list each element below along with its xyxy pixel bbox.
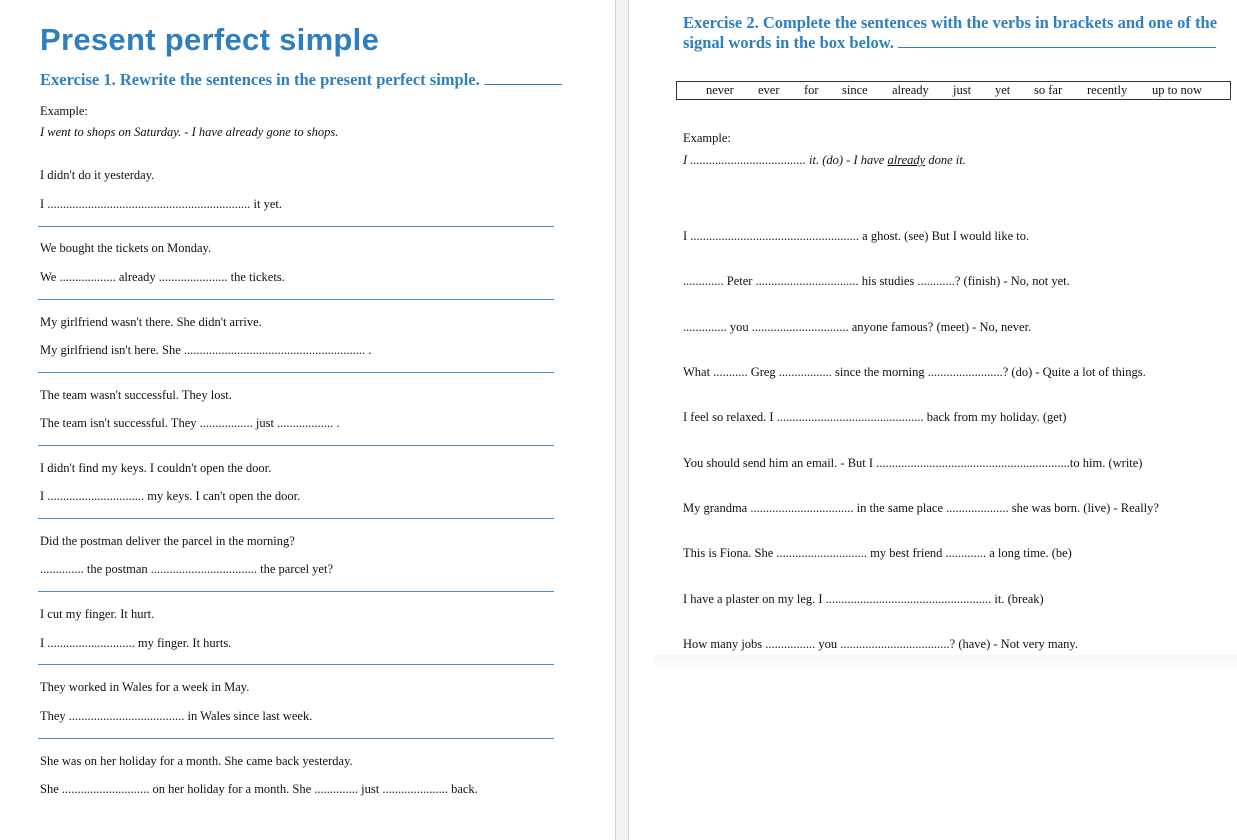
exercise-1-example-text: I went to shops on Saturday. - I have already gone to shops.	[40, 125, 339, 139]
exercise-2-item: What ........... Greg ................. since the morning ........................? (do) - Quite a lot of things.	[683, 365, 1146, 379]
exercise-1-heading-blank	[484, 71, 562, 85]
exercise-1-answer: The team isn't successful. They ................. just .................. .	[40, 416, 340, 430]
exercise-1-separator	[38, 445, 554, 446]
signal-word: for	[804, 83, 819, 97]
exercise-2-example-post: done it.	[925, 153, 966, 167]
exercise-1-answer: My girlfriend isn't here. She .......................................................... .	[40, 343, 372, 357]
exercise-2-item: My grandma ................................. in the same place .................... she was born. (live) - Really?	[683, 501, 1159, 515]
signal-words-box	[676, 81, 1231, 100]
exercise-2-example-pre: I ..................................... it. (do) - I have	[683, 153, 888, 167]
exercise-1-prompt: I didn't do it yesterday.	[40, 168, 155, 182]
exercise-1-separator	[38, 226, 554, 227]
exercise-1-example-label: Example:	[40, 104, 88, 118]
exercise-1-answer: .............. the postman .................................. the parcel yet?	[40, 562, 333, 576]
exercise-1-separator	[38, 591, 554, 592]
exercise-2-item: You should send him an email. - But I ..............................................................to him. (write)	[683, 456, 1143, 470]
exercise-2-item: I ...................................................... a ghost. (see) But I would like to.	[683, 229, 1030, 243]
page-gutter	[615, 0, 629, 840]
exercise-2-example-label: Example:	[683, 131, 731, 145]
exercise-1-separator	[38, 518, 554, 519]
exercise-1-separator	[38, 372, 554, 373]
exercise-2-heading	[683, 13, 1231, 53]
exercise-1-separator	[38, 738, 554, 739]
signal-word: recently	[1087, 83, 1128, 97]
exercise-1-heading-text: Exercise 1. Rewrite the sentences in the present perfect simple.	[40, 70, 480, 89]
exercise-2-item: I have a plaster on my leg. I ..................................................... it. (break)	[683, 592, 1044, 606]
exercise-2-example-text	[683, 153, 966, 168]
signal-word: ever	[758, 83, 780, 97]
signal-word: since	[842, 83, 868, 97]
exercise-2-item: .............. you ............................... anyone famous? (meet) - No, never.	[683, 320, 1032, 334]
left-page	[0, 0, 615, 840]
signal-word: yet	[995, 83, 1011, 97]
exercise-1-prompt: She was on her holiday for a month. She came back yesterday.	[40, 754, 353, 768]
signal-word: up to now	[1152, 83, 1202, 97]
exercise-1-prompt: My girlfriend wasn't there. She didn't arrive.	[40, 315, 262, 329]
exercise-1-heading	[40, 70, 562, 90]
page-bottom-shadow	[655, 655, 1237, 669]
exercise-1-answer: They ..................................... in Wales since last week.	[40, 709, 313, 723]
exercise-2-item: ............. Peter ................................. his studies ............? (finish) - No, not yet.	[683, 274, 1070, 288]
exercise-1-prompt: I cut my finger. It hurt.	[40, 607, 155, 621]
exercise-2-item: I feel so relaxed. I ............................................... back from my holiday. (get)	[683, 410, 1067, 424]
exercise-1-answer: I ............................... my keys. I can't open the door.	[40, 489, 301, 503]
signal-word: already	[892, 83, 929, 97]
exercise-1-prompt: We bought the tickets on Monday.	[40, 241, 212, 255]
exercise-1-answer: She ............................ on her holiday for a month. She .............. just ..................... back.	[40, 782, 478, 796]
exercise-2-item: How many jobs ................ you ...................................? (have) - Not very many.	[683, 637, 1078, 651]
exercise-2-heading-blank	[898, 34, 1216, 48]
exercise-1-prompt: They worked in Wales for a week in May.	[40, 680, 250, 694]
exercise-1-prompt: The team wasn't successful. They lost.	[40, 388, 232, 402]
exercise-1-separator	[38, 299, 554, 300]
right-page	[629, 0, 1237, 667]
signal-word: so far	[1034, 83, 1063, 97]
right-page-empty-area	[629, 667, 1237, 840]
exercise-1-answer: I ............................ my finger. It hurts.	[40, 636, 232, 650]
signal-word: never	[706, 83, 734, 97]
exercise-1-separator	[38, 664, 554, 665]
signal-word: just	[953, 83, 972, 97]
exercise-2-item: This is Fiona. She ............................. my best friend ............. a long time. (be)	[683, 546, 1072, 560]
exercise-1-answer: I ................................................................. it yet.	[40, 197, 283, 211]
exercise-2-example-underlined: already	[887, 153, 926, 167]
exercise-1-prompt: I didn't find my keys. I couldn't open the door.	[40, 461, 272, 475]
exercise-1-answer: We .................. already ...................... the tickets.	[40, 270, 285, 284]
exercise-2-heading-text: Exercise 2. Complete the sentences with the verbs in brackets and one of the signal words in the box below.	[683, 13, 1218, 52]
page-title: Present perfect simple	[40, 22, 380, 57]
exercise-1-prompt: Did the postman deliver the parcel in the morning?	[40, 534, 295, 548]
